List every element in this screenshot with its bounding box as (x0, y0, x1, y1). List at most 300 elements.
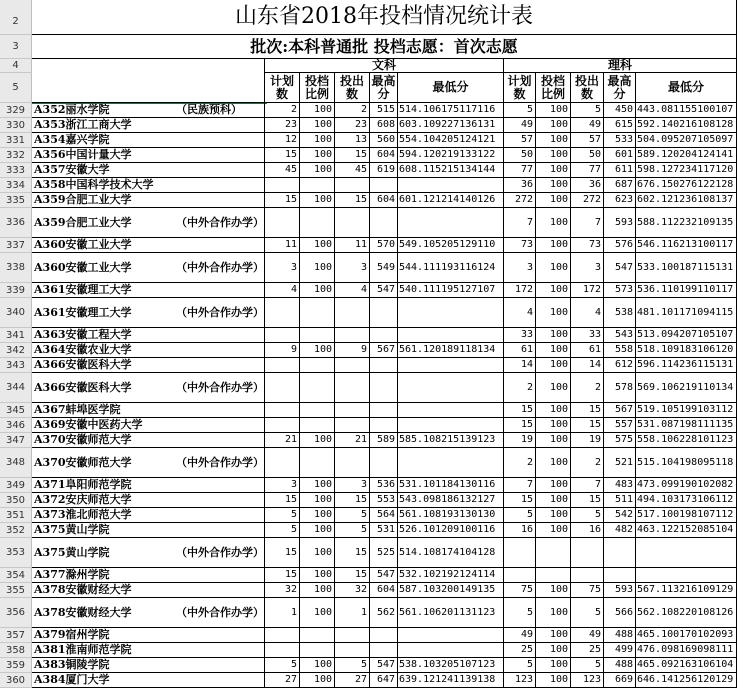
min-score-cell[interactable]: 540.111195127107 (398, 283, 504, 298)
min-score-cell[interactable]: 601.121214140126 (398, 193, 504, 208)
row-number[interactable]: 4 (0, 59, 32, 73)
value-cell[interactable]: 5 (504, 598, 536, 628)
school-name-cell[interactable] (32, 493, 265, 508)
value-cell[interactable]: 100 (300, 238, 335, 253)
min-score-cell[interactable]: 533.100187115131 (636, 253, 737, 283)
value-cell[interactable] (300, 208, 335, 238)
value-cell[interactable]: 533 (604, 133, 636, 148)
school-name-cell[interactable] (32, 658, 265, 673)
value-cell[interactable]: 16 (504, 523, 536, 538)
value-cell[interactable]: 75 (571, 583, 604, 598)
min-score-cell[interactable] (398, 628, 504, 643)
value-cell[interactable]: 172 (504, 283, 536, 298)
value-cell[interactable]: 123 (571, 673, 604, 688)
value-cell[interactable]: 553 (370, 493, 398, 508)
value-cell[interactable]: 15 (265, 193, 300, 208)
min-score-cell[interactable]: 585.108215139123 (398, 433, 504, 448)
value-cell[interactable] (536, 538, 571, 568)
min-score-cell[interactable]: 473.099190102082 (636, 478, 737, 493)
value-cell[interactable]: 564 (370, 508, 398, 523)
value-cell[interactable] (370, 418, 398, 433)
value-cell[interactable]: 521 (604, 448, 636, 478)
value-cell[interactable]: 499 (604, 643, 636, 658)
value-cell[interactable]: 5 (504, 103, 536, 118)
school-name-cell[interactable] (32, 673, 265, 688)
value-cell[interactable]: 3 (265, 253, 300, 283)
column-header[interactable]: 投档比例 (300, 73, 335, 103)
value-cell[interactable]: 15 (504, 493, 536, 508)
row-number[interactable]: 329 (0, 103, 32, 118)
value-cell[interactable]: 531 (370, 523, 398, 538)
value-cell[interactable]: 547 (370, 283, 398, 298)
value-cell[interactable]: 608 (370, 118, 398, 133)
value-cell[interactable]: 100 (536, 283, 571, 298)
min-score-cell[interactable] (398, 178, 504, 193)
value-cell[interactable]: 25 (504, 643, 536, 658)
value-cell[interactable]: 15 (265, 568, 300, 583)
value-cell[interactable]: 4 (335, 283, 370, 298)
value-cell[interactable]: 36 (504, 178, 536, 193)
value-cell[interactable] (300, 403, 335, 418)
school-name-cell[interactable] (32, 583, 265, 598)
min-score-cell[interactable]: 589.120204124141 (636, 148, 737, 163)
value-cell[interactable]: 100 (300, 568, 335, 583)
value-cell[interactable]: 573 (604, 283, 636, 298)
min-score-cell[interactable]: 476.098169098111 (636, 643, 737, 658)
value-cell[interactable]: 11 (265, 238, 300, 253)
value-cell[interactable]: 15 (265, 148, 300, 163)
value-cell[interactable]: 100 (300, 148, 335, 163)
min-score-cell[interactable]: 602.121236108137 (636, 193, 737, 208)
value-cell[interactable]: 100 (536, 103, 571, 118)
value-cell[interactable]: 15 (571, 493, 604, 508)
value-cell[interactable]: 5 (571, 103, 604, 118)
value-cell[interactable]: 50 (571, 148, 604, 163)
value-cell[interactable]: 27 (335, 673, 370, 688)
value-cell[interactable]: 21 (335, 433, 370, 448)
value-cell[interactable]: 272 (504, 193, 536, 208)
value-cell[interactable]: 542 (604, 508, 636, 523)
value-cell[interactable]: 100 (536, 403, 571, 418)
value-cell[interactable]: 589 (370, 433, 398, 448)
value-cell[interactable]: 15 (504, 418, 536, 433)
row-number[interactable]: 359 (0, 658, 32, 673)
value-cell[interactable]: 615 (604, 118, 636, 133)
value-cell[interactable] (265, 178, 300, 193)
value-cell[interactable]: 23 (265, 118, 300, 133)
value-cell[interactable] (300, 643, 335, 658)
row-number[interactable]: 356 (0, 598, 32, 628)
value-cell[interactable]: 27 (265, 673, 300, 688)
value-cell[interactable]: 2 (335, 103, 370, 118)
value-cell[interactable]: 604 (370, 583, 398, 598)
min-score-cell[interactable]: 567.113216109129 (636, 583, 737, 598)
column-header[interactable]: 最低分 (636, 73, 737, 103)
value-cell[interactable]: 45 (265, 163, 300, 178)
min-score-cell[interactable]: 603.109227136131 (398, 118, 504, 133)
school-name-cell[interactable] (32, 418, 265, 433)
min-score-cell[interactable]: 562.108220108126 (636, 598, 737, 628)
value-cell[interactable]: 100 (536, 658, 571, 673)
value-cell[interactable]: 23 (335, 118, 370, 133)
min-score-cell[interactable]: 546.116213100117 (636, 238, 737, 253)
min-score-cell[interactable]: 596.114236115131 (636, 358, 737, 373)
row-number[interactable]: 347 (0, 433, 32, 448)
value-cell[interactable]: 5 (335, 508, 370, 523)
min-score-cell[interactable]: 526.101209100116 (398, 523, 504, 538)
min-score-cell[interactable]: 531.087198111135 (636, 418, 737, 433)
value-cell[interactable]: 100 (536, 148, 571, 163)
value-cell[interactable]: 669 (604, 673, 636, 688)
value-cell[interactable] (265, 358, 300, 373)
row-number[interactable]: 353 (0, 538, 32, 568)
min-score-cell[interactable]: 588.112232109135 (636, 208, 737, 238)
min-score-cell[interactable]: 463.122152085104 (636, 523, 737, 538)
min-score-cell[interactable]: 561.106201131123 (398, 598, 504, 628)
row-number[interactable]: 340 (0, 298, 32, 328)
value-cell[interactable] (265, 403, 300, 418)
value-cell[interactable]: 100 (536, 118, 571, 133)
value-cell[interactable]: 578 (604, 373, 636, 403)
value-cell[interactable]: 4 (571, 298, 604, 328)
value-cell[interactable]: 61 (504, 343, 536, 358)
value-cell[interactable]: 488 (604, 628, 636, 643)
value-cell[interactable] (335, 358, 370, 373)
value-cell[interactable]: 14 (504, 358, 536, 373)
value-cell[interactable]: 557 (604, 418, 636, 433)
value-cell[interactable] (265, 208, 300, 238)
value-cell[interactable]: 100 (536, 343, 571, 358)
school-name-cell[interactable] (32, 163, 265, 178)
value-cell[interactable]: 100 (536, 298, 571, 328)
row-number[interactable]: 5 (0, 73, 32, 103)
min-score-cell[interactable]: 561.108193130130 (398, 508, 504, 523)
value-cell[interactable]: 100 (536, 373, 571, 403)
value-cell[interactable]: 100 (300, 673, 335, 688)
row-number[interactable]: 335 (0, 193, 32, 208)
value-cell[interactable]: 172 (571, 283, 604, 298)
value-cell[interactable]: 538 (604, 298, 636, 328)
value-cell[interactable]: 73 (504, 238, 536, 253)
value-cell[interactable]: 604 (370, 193, 398, 208)
min-score-cell[interactable]: 594.120219133122 (398, 148, 504, 163)
min-score-cell[interactable]: 504.095207105097 (636, 133, 737, 148)
value-cell[interactable]: 100 (536, 163, 571, 178)
value-cell[interactable]: 536 (370, 478, 398, 493)
value-cell[interactable]: 2 (571, 373, 604, 403)
value-cell[interactable]: 100 (536, 478, 571, 493)
value-cell[interactable]: 100 (536, 673, 571, 688)
min-score-cell[interactable]: 514.106175117116 (398, 103, 504, 118)
value-cell[interactable]: 73 (571, 238, 604, 253)
row-number[interactable]: 332 (0, 148, 32, 163)
min-score-cell[interactable] (398, 373, 504, 403)
value-cell[interactable]: 100 (300, 538, 335, 568)
min-score-cell[interactable]: 538.103205107123 (398, 658, 504, 673)
value-cell[interactable]: 450 (604, 103, 636, 118)
value-cell[interactable]: 15 (265, 538, 300, 568)
school-name-cell[interactable] (32, 283, 265, 298)
row-number[interactable]: 344 (0, 373, 32, 403)
min-score-cell[interactable]: 532.102192124114 (398, 568, 504, 583)
value-cell[interactable]: 61 (571, 343, 604, 358)
row-number[interactable]: 333 (0, 163, 32, 178)
school-name-cell[interactable] (32, 253, 265, 283)
row-number[interactable]: 331 (0, 133, 32, 148)
column-header[interactable]: 最高分 (370, 73, 398, 103)
value-cell[interactable] (504, 538, 536, 568)
value-cell[interactable] (335, 328, 370, 343)
value-cell[interactable]: 5 (571, 508, 604, 523)
school-name-cell[interactable] (32, 643, 265, 658)
value-cell[interactable]: 2 (504, 448, 536, 478)
value-cell[interactable]: 100 (300, 583, 335, 598)
value-cell[interactable]: 3 (504, 253, 536, 283)
value-cell[interactable]: 5 (504, 508, 536, 523)
value-cell[interactable]: 575 (604, 433, 636, 448)
value-cell[interactable]: 623 (604, 193, 636, 208)
value-cell[interactable]: 488 (604, 658, 636, 673)
value-cell[interactable]: 7 (571, 208, 604, 238)
row-number[interactable]: 2 (0, 9, 32, 35)
value-cell[interactable]: 612 (604, 358, 636, 373)
min-score-cell[interactable]: 465.100170102093 (636, 628, 737, 643)
value-cell[interactable]: 100 (536, 193, 571, 208)
value-cell[interactable]: 611 (604, 163, 636, 178)
value-cell[interactable] (536, 568, 571, 583)
value-cell[interactable] (335, 418, 370, 433)
value-cell[interactable]: 9 (335, 343, 370, 358)
value-cell[interactable]: 15 (335, 538, 370, 568)
value-cell[interactable]: 1 (335, 598, 370, 628)
value-cell[interactable]: 100 (300, 478, 335, 493)
value-cell[interactable]: 5 (571, 598, 604, 628)
value-cell[interactable]: 19 (571, 433, 604, 448)
value-cell[interactable] (300, 178, 335, 193)
value-cell[interactable]: 100 (300, 163, 335, 178)
value-cell[interactable]: 5 (265, 508, 300, 523)
min-score-cell[interactable]: 543.098186132127 (398, 493, 504, 508)
value-cell[interactable]: 100 (536, 133, 571, 148)
value-cell[interactable]: 100 (300, 508, 335, 523)
value-cell[interactable] (370, 358, 398, 373)
school-name-cell[interactable] (32, 508, 265, 523)
row-number[interactable]: 358 (0, 643, 32, 658)
value-cell[interactable]: 543 (604, 328, 636, 343)
school-name-cell[interactable] (32, 373, 265, 403)
value-cell[interactable]: 100 (536, 643, 571, 658)
row-number[interactable]: 341 (0, 328, 32, 343)
min-score-cell[interactable]: 549.105205129110 (398, 238, 504, 253)
min-score-cell[interactable]: 531.101184130116 (398, 478, 504, 493)
value-cell[interactable]: 100 (536, 523, 571, 538)
value-cell[interactable]: 100 (536, 178, 571, 193)
school-name-cell[interactable] (32, 478, 265, 493)
value-cell[interactable]: 15 (335, 568, 370, 583)
value-cell[interactable]: 100 (300, 283, 335, 298)
value-cell[interactable] (265, 643, 300, 658)
row-number[interactable]: 337 (0, 238, 32, 253)
min-score-cell[interactable]: 443.081155100107 (636, 103, 737, 118)
value-cell[interactable] (370, 328, 398, 343)
value-cell[interactable]: 5 (335, 658, 370, 673)
min-score-cell[interactable] (636, 538, 737, 568)
value-cell[interactable]: 4 (265, 283, 300, 298)
value-cell[interactable]: 49 (571, 118, 604, 133)
value-cell[interactable] (604, 538, 636, 568)
value-cell[interactable]: 100 (300, 493, 335, 508)
value-cell[interactable]: 100 (300, 103, 335, 118)
value-cell[interactable]: 100 (536, 208, 571, 238)
min-score-cell[interactable]: 676.150276122128 (636, 178, 737, 193)
value-cell[interactable]: 25 (571, 643, 604, 658)
value-cell[interactable]: 9 (265, 343, 300, 358)
value-cell[interactable]: 100 (536, 238, 571, 253)
value-cell[interactable]: 511 (604, 493, 636, 508)
value-cell[interactable]: 5 (571, 658, 604, 673)
row-number[interactable]: 345 (0, 403, 32, 418)
value-cell[interactable]: 549 (370, 253, 398, 283)
value-cell[interactable] (335, 403, 370, 418)
min-score-cell[interactable]: 646.141256120129 (636, 673, 737, 688)
value-cell[interactable]: 57 (504, 133, 536, 148)
row-number[interactable]: 3 (0, 35, 32, 59)
value-cell[interactable]: 5 (265, 658, 300, 673)
value-cell[interactable]: 100 (536, 598, 571, 628)
school-name-cell[interactable] (32, 628, 265, 643)
value-cell[interactable]: 100 (300, 133, 335, 148)
row-number[interactable]: 351 (0, 508, 32, 523)
value-cell[interactable] (335, 373, 370, 403)
row-number[interactable]: 342 (0, 343, 32, 358)
value-cell[interactable]: 100 (536, 433, 571, 448)
school-name-cell[interactable] (32, 298, 265, 328)
min-score-cell[interactable] (398, 328, 504, 343)
min-score-cell[interactable]: 558.106228101123 (636, 433, 737, 448)
value-cell[interactable] (265, 418, 300, 433)
school-name-cell[interactable] (32, 568, 265, 583)
row-number[interactable]: 334 (0, 178, 32, 193)
value-cell[interactable] (370, 628, 398, 643)
value-cell[interactable]: 558 (604, 343, 636, 358)
value-cell[interactable] (370, 448, 398, 478)
min-score-cell[interactable]: 494.103173106112 (636, 493, 737, 508)
value-cell[interactable] (265, 373, 300, 403)
min-score-cell[interactable]: 554.104205124121 (398, 133, 504, 148)
value-cell[interactable]: 100 (536, 328, 571, 343)
row-number[interactable]: 350 (0, 493, 32, 508)
min-score-cell[interactable]: 561.120189118134 (398, 343, 504, 358)
value-cell[interactable]: 3 (571, 253, 604, 283)
value-cell[interactable]: 100 (300, 598, 335, 628)
school-name-cell[interactable] (32, 238, 265, 253)
value-cell[interactable]: 100 (536, 508, 571, 523)
value-cell[interactable]: 15 (335, 493, 370, 508)
value-cell[interactable]: 547 (370, 658, 398, 673)
value-cell[interactable]: 515 (370, 103, 398, 118)
value-cell[interactable]: 49 (571, 628, 604, 643)
value-cell[interactable]: 15 (335, 193, 370, 208)
value-cell[interactable]: 100 (536, 448, 571, 478)
value-cell[interactable]: 567 (370, 343, 398, 358)
school-name-cell[interactable] (32, 118, 265, 133)
value-cell[interactable] (265, 448, 300, 478)
column-header[interactable]: 最低分 (398, 73, 504, 103)
row-number[interactable]: 336 (0, 208, 32, 238)
school-name-cell[interactable] (32, 538, 265, 568)
min-score-cell[interactable]: 481.101171094115 (636, 298, 737, 328)
row-number[interactable]: 354 (0, 568, 32, 583)
value-cell[interactable]: 100 (300, 658, 335, 673)
row-number[interactable]: 338 (0, 253, 32, 283)
value-cell[interactable]: 5 (335, 523, 370, 538)
min-score-cell[interactable] (398, 643, 504, 658)
min-score-cell[interactable] (398, 358, 504, 373)
column-header[interactable]: 投出数 (571, 73, 604, 103)
value-cell[interactable] (300, 418, 335, 433)
value-cell[interactable]: 5 (504, 658, 536, 673)
value-cell[interactable]: 2 (265, 103, 300, 118)
column-header[interactable]: 投出数 (335, 73, 370, 103)
value-cell[interactable]: 100 (300, 253, 335, 283)
school-name-cell[interactable] (32, 193, 265, 208)
value-cell[interactable] (604, 568, 636, 583)
min-score-cell[interactable]: 592.140216108128 (636, 118, 737, 133)
value-cell[interactable]: 687 (604, 178, 636, 193)
value-cell[interactable]: 593 (604, 583, 636, 598)
value-cell[interactable]: 567 (604, 403, 636, 418)
school-name-cell[interactable] (32, 208, 265, 238)
row-number[interactable]: 343 (0, 358, 32, 373)
value-cell[interactable]: 100 (536, 628, 571, 643)
school-name-cell[interactable] (32, 343, 265, 358)
value-cell[interactable] (335, 298, 370, 328)
min-score-cell[interactable]: 517.100198107112 (636, 508, 737, 523)
value-cell[interactable]: 77 (504, 163, 536, 178)
column-header[interactable]: 投档比例 (536, 73, 571, 103)
value-cell[interactable]: 100 (300, 193, 335, 208)
value-cell[interactable]: 593 (604, 208, 636, 238)
value-cell[interactable] (300, 448, 335, 478)
value-cell[interactable]: 547 (604, 253, 636, 283)
school-name-cell[interactable] (32, 133, 265, 148)
value-cell[interactable]: 50 (504, 148, 536, 163)
value-cell[interactable]: 7 (571, 478, 604, 493)
value-cell[interactable]: 15 (571, 418, 604, 433)
value-cell[interactable]: 13 (335, 133, 370, 148)
school-name-cell[interactable] (32, 358, 265, 373)
value-cell[interactable]: 100 (536, 493, 571, 508)
min-score-cell[interactable]: 518.109183106120 (636, 343, 737, 358)
value-cell[interactable]: 19 (504, 433, 536, 448)
school-name-cell[interactable] (32, 448, 265, 478)
row-number[interactable]: 346 (0, 418, 32, 433)
value-cell[interactable]: 15 (335, 148, 370, 163)
value-cell[interactable]: 36 (571, 178, 604, 193)
value-cell[interactable] (370, 298, 398, 328)
row-number[interactable]: 352 (0, 523, 32, 538)
value-cell[interactable] (265, 298, 300, 328)
value-cell[interactable] (335, 208, 370, 238)
value-cell[interactable]: 2 (571, 448, 604, 478)
value-cell[interactable]: 566 (604, 598, 636, 628)
value-cell[interactable] (300, 358, 335, 373)
min-score-cell[interactable] (398, 403, 504, 418)
row-number[interactable]: 339 (0, 283, 32, 298)
value-cell[interactable]: 15 (504, 403, 536, 418)
value-cell[interactable] (370, 178, 398, 193)
school-name-cell[interactable] (32, 178, 265, 193)
